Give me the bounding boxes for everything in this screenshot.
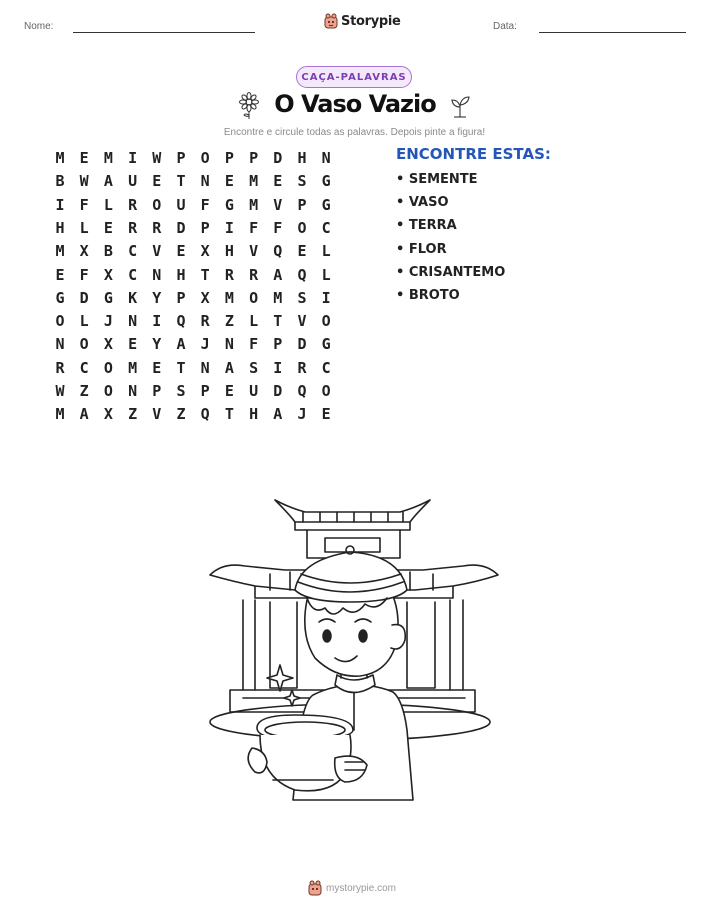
grid-letter[interactable]: E — [152, 358, 162, 377]
grid-letter[interactable]: S — [176, 382, 186, 400]
grid-letter[interactable]: P — [200, 382, 210, 400]
grid-letter[interactable]: X — [103, 265, 113, 284]
storypie-mascot-icon — [308, 880, 322, 896]
grid-letter[interactable]: R — [128, 218, 138, 237]
grid-letter[interactable]: N — [152, 265, 162, 284]
grid-letter[interactable]: X — [200, 288, 210, 307]
grid-letter[interactable]: X — [103, 335, 113, 354]
page-title: O Vaso Vazio — [274, 90, 436, 118]
grid-letter[interactable]: N — [321, 149, 331, 167]
grid-letter[interactable]: C — [321, 358, 331, 377]
grid-letter[interactable]: V — [249, 242, 259, 261]
grid-letter[interactable]: U — [176, 195, 186, 214]
grid-letter[interactable]: V — [273, 195, 283, 214]
grid-letter[interactable]: A — [103, 172, 113, 191]
grid-letter[interactable]: O — [55, 312, 65, 331]
grid-letter[interactable]: N — [55, 335, 65, 354]
grid-letter[interactable]: M — [128, 358, 138, 377]
grid-letter[interactable]: P — [176, 288, 186, 307]
grid-letter[interactable]: Y — [152, 288, 162, 307]
grid-letter[interactable]: W — [79, 172, 89, 191]
grid-letter[interactable]: F — [249, 218, 259, 237]
grid-letter[interactable]: P — [297, 195, 307, 214]
grid-letter[interactable]: O — [249, 288, 259, 307]
grid-letter[interactable]: E — [152, 172, 162, 191]
grid-letter[interactable]: R — [55, 358, 65, 377]
grid-letter[interactable]: C — [128, 265, 138, 284]
grid-letter[interactable]: P — [152, 382, 162, 400]
word-list-heading: ENCONTRE ESTAS: — [396, 145, 551, 163]
grid-letter[interactable]: N — [128, 382, 138, 400]
grid-letter[interactable]: M — [103, 149, 113, 167]
grid-letter[interactable]: X — [103, 405, 113, 424]
grid-letter[interactable]: E — [176, 242, 186, 261]
brand-logo — [324, 13, 401, 29]
grid-letter[interactable]: P — [176, 149, 186, 167]
grid-letter[interactable]: V — [297, 312, 307, 331]
grid-letter[interactable]: L — [321, 265, 331, 284]
grid-letter[interactable]: S — [297, 172, 307, 191]
grid-letter[interactable]: W — [55, 382, 65, 400]
grid-letter[interactable]: Q — [297, 265, 307, 284]
grid-letter[interactable]: D — [176, 218, 186, 237]
grid-letter[interactable]: J — [297, 405, 307, 424]
grid-letter[interactable]: A — [224, 358, 234, 377]
grid-letter[interactable]: Q — [176, 312, 186, 331]
grid-letter[interactable]: R — [152, 218, 162, 237]
grid-letter[interactable]: E — [128, 335, 138, 354]
grid-letter[interactable]: M — [55, 405, 65, 424]
grid-letter[interactable]: O — [200, 149, 210, 167]
grid-letter[interactable]: R — [297, 358, 307, 377]
activity-badge: CAÇA-PALAVRAS — [296, 66, 412, 88]
grid-letter[interactable]: A — [273, 265, 283, 284]
grid-letter[interactable]: H — [176, 265, 186, 284]
grid-letter[interactable]: F — [79, 265, 89, 284]
grid-letter[interactable]: E — [79, 149, 89, 167]
grid-letter[interactable]: E — [103, 218, 113, 237]
grid-letter[interactable]: T — [200, 265, 210, 284]
grid-letter[interactable]: G — [321, 172, 331, 191]
grid-letter[interactable]: G — [321, 335, 331, 354]
grid-letter[interactable]: F — [273, 218, 283, 237]
grid-letter[interactable]: B — [55, 172, 65, 191]
grid-letter[interactable]: H — [249, 405, 259, 424]
grid-letter[interactable]: X — [79, 242, 89, 261]
grid-letter[interactable]: O — [297, 218, 307, 237]
grid-letter[interactable]: T — [176, 358, 186, 377]
grid-letter[interactable]: R — [224, 265, 234, 284]
grid-letter[interactable]: I — [128, 149, 138, 167]
grid-letter[interactable]: F — [79, 195, 89, 214]
grid-letter[interactable]: X — [200, 242, 210, 261]
grid-letter[interactable]: E — [273, 172, 283, 191]
grid-letter[interactable]: C — [321, 218, 331, 237]
word-list-item: • CRISANTEMO — [396, 264, 506, 280]
grid-letter[interactable]: T — [273, 312, 283, 331]
grid-letter[interactable]: I — [321, 288, 331, 307]
grid-letter[interactable]: E — [321, 405, 331, 424]
grid-letter[interactable]: K — [128, 288, 138, 307]
boy-holding-empty-pot-illustration — [195, 490, 515, 810]
grid-letter[interactable]: N — [128, 312, 138, 331]
grid-letter[interactable]: P — [224, 149, 234, 167]
grid-letter[interactable]: E — [224, 172, 234, 191]
footer — [308, 880, 396, 896]
grid-letter[interactable]: O — [321, 382, 331, 400]
grid-letter[interactable]: U — [128, 172, 138, 191]
grid-letter[interactable]: Y — [152, 335, 162, 354]
grid-letter[interactable]: V — [152, 242, 162, 261]
grid-letter[interactable]: L — [249, 312, 259, 331]
grid-letter[interactable]: Z — [176, 405, 186, 424]
grid-letter[interactable]: T — [176, 172, 186, 191]
grid-letter[interactable]: D — [273, 149, 283, 167]
grid-letter[interactable]: A — [273, 405, 283, 424]
grid-letter[interactable]: D — [273, 382, 283, 400]
grid-letter[interactable]: U — [249, 382, 259, 400]
grid-letter[interactable]: H — [224, 242, 234, 261]
grid-letter[interactable]: P — [273, 335, 283, 354]
grid-letter[interactable]: G — [321, 195, 331, 214]
grid-letter[interactable]: F — [200, 195, 210, 214]
grid-letter[interactable]: F — [249, 335, 259, 354]
grid-letter[interactable]: O — [103, 382, 113, 400]
grid-letter[interactable]: M — [224, 288, 234, 307]
grid-letter[interactable]: P — [200, 218, 210, 237]
grid-letter[interactable]: G — [224, 195, 234, 214]
grid-letter[interactable]: R — [128, 195, 138, 214]
grid-letter[interactable]: M — [55, 242, 65, 261]
grid-letter[interactable]: O — [79, 335, 89, 354]
grid-letter[interactable]: T — [224, 405, 234, 424]
grid-letter[interactable]: L — [321, 242, 331, 261]
grid-letter[interactable]: L — [79, 218, 89, 237]
grid-letter[interactable]: J — [200, 335, 210, 354]
grid-letter[interactable]: Z — [79, 382, 89, 400]
instructions: Encontre e circule todas as palavras. Depois pinte a figura! — [223, 127, 486, 138]
word-list-item: • BROTO — [396, 287, 460, 303]
word-list-item: • SEMENTE — [396, 172, 478, 187]
grid-letter[interactable]: R — [200, 312, 210, 331]
sprout-icon — [449, 94, 471, 118]
name-label: Nome: — [24, 21, 54, 32]
grid-letter[interactable]: W — [152, 149, 162, 167]
grid-letter[interactable]: O — [152, 195, 162, 214]
storypie-mascot-icon — [324, 13, 338, 29]
word-list — [396, 171, 505, 310]
grid-letter[interactable]: D — [79, 288, 89, 307]
grid-letter[interactable]: L — [79, 312, 89, 331]
grid-letter[interactable]: Q — [297, 382, 307, 400]
grid-letter[interactable]: I — [55, 195, 65, 214]
date-label: Data: — [493, 21, 517, 32]
grid-letter[interactable]: S — [297, 288, 307, 307]
grid-letter[interactable]: A — [79, 405, 89, 424]
grid-letter[interactable]: M — [249, 195, 259, 214]
grid-letter[interactable]: E — [297, 242, 307, 261]
grid-letter[interactable]: Q — [200, 405, 210, 424]
grid-letter[interactable]: E — [55, 265, 65, 284]
grid-letter[interactable]: A — [176, 335, 186, 354]
grid-letter[interactable]: I — [152, 312, 162, 331]
grid-letter[interactable]: G — [103, 288, 113, 307]
word-list-item: • FLOR — [396, 241, 447, 257]
word-list-item: • VASO — [396, 195, 449, 211]
footer-url: mystorypie.com — [326, 882, 397, 894]
grid-letter[interactable]: I — [273, 358, 283, 377]
grid-letter[interactable]: N — [200, 172, 210, 191]
grid-letter[interactable]: L — [103, 195, 113, 214]
grid-letter[interactable]: C — [79, 358, 89, 377]
grid-letter[interactable]: G — [55, 288, 65, 307]
grid-letter[interactable]: E — [224, 382, 234, 400]
grid-letter[interactable]: O — [103, 358, 113, 377]
grid-letter[interactable]: J — [103, 312, 113, 331]
grid-letter[interactable]: P — [249, 149, 259, 167]
date-line — [539, 32, 686, 33]
grid-letter[interactable]: V — [152, 405, 162, 424]
brand-name: Storypie — [341, 13, 401, 29]
grid-letter[interactable]: R — [249, 265, 259, 284]
grid-letter[interactable]: D — [297, 335, 307, 354]
grid-letter[interactable]: H — [297, 149, 307, 167]
grid-letter[interactable]: H — [55, 218, 65, 237]
grid-letter[interactable]: C — [128, 242, 138, 261]
grid-letter[interactable]: M — [273, 288, 283, 307]
grid-letter[interactable]: N — [200, 358, 210, 377]
grid-letter[interactable]: M — [249, 172, 259, 191]
grid-letter[interactable]: B — [103, 242, 113, 261]
grid-letter[interactable]: S — [249, 358, 259, 377]
name-line — [73, 32, 255, 33]
grid-letter[interactable]: N — [224, 335, 234, 354]
grid-letter[interactable]: O — [321, 312, 331, 331]
grid-letter[interactable]: Q — [273, 242, 283, 261]
grid-letter[interactable]: I — [224, 218, 234, 237]
word-list-item: • TERRA — [396, 218, 457, 234]
grid-letter[interactable]: M — [55, 149, 65, 167]
grid-letter[interactable]: Z — [128, 405, 138, 424]
grid-letter[interactable]: Z — [224, 312, 234, 331]
